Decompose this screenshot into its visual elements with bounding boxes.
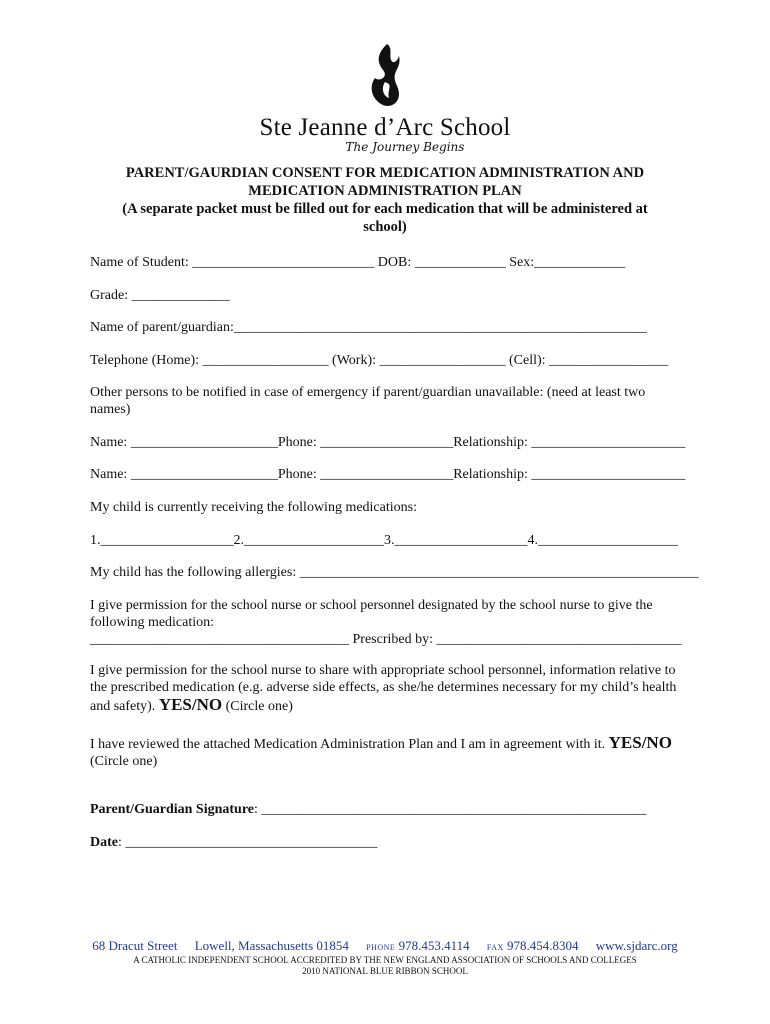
footer-city: Lowell, Massachusetts 01854 [194, 938, 349, 953]
reviewed-plan-text: I have reviewed the attached Medication Administration Plan and I am in agreement with it. [90, 737, 606, 752]
date-row[interactable] [90, 834, 377, 851]
telephone-row[interactable]: Telephone (Home): __________________ (Work): __________________ (Cell): _________________ [90, 353, 669, 368]
signature-row[interactable] [90, 801, 646, 818]
emergency-contacts-text: Other persons to be notified in case of emergency if parent/guardian unavailable: (need at least two names) [90, 385, 646, 417]
date-line[interactable]: : ____________________________________ [118, 835, 378, 850]
title-line-3: (A separate packet must be filled out for each medication that will be administered at [122, 201, 648, 217]
share-permission-paragraph [90, 662, 680, 715]
date-label: Date [90, 835, 118, 850]
signature-label: Parent/Guardian Signature [90, 802, 255, 817]
form-title [90, 164, 680, 236]
reviewed-plan-paragraph [90, 734, 680, 770]
footer-address [0, 938, 770, 954]
footer-fax: 978.454.8304 [507, 938, 579, 953]
grade-row[interactable]: Grade: ______________ [90, 288, 230, 303]
title-line-2: MEDICATION ADMINISTRATION PLAN [248, 183, 522, 199]
footer-accreditation: A CATHOLIC INDEPENDENT SCHOOL ACCREDITED BY THE NEW ENGLAND ASSOCIATION OF SCHOOLS AND COLLEGES [133, 955, 637, 965]
emergency-contact-row-2[interactable]: Name: _____________________Phone: ___________________Relationship: ______________________ [90, 467, 686, 482]
circle-one-note-2: (Circle one) [90, 754, 158, 769]
footer-street: 68 Dracut Street [92, 938, 178, 953]
circle-one-note-1: (Circle one) [225, 699, 293, 714]
title-line-4: school) [363, 219, 407, 235]
prescribed-row[interactable]: _____________________________________ Prescribed by: ___________________________________ [90, 632, 682, 647]
school-logo [0, 42, 770, 154]
school-name: Ste Jeanne d’Arc School [259, 114, 511, 141]
emergency-contact-row-1[interactable]: Name: _____________________Phone: ___________________Relationship: ______________________ [90, 435, 686, 450]
footer-phone-label: PHONE [366, 943, 396, 952]
parent-name-row[interactable]: Name of parent/guardian:___________________________________________________________ [90, 320, 647, 335]
flame-icon [365, 42, 405, 110]
title-line-1: PARENT/GAURDIAN CONSENT FOR MEDICATION ADMINISTRATION AND [125, 165, 645, 181]
footer-website-link[interactable]: www.sjdarc.org [595, 938, 678, 953]
yes-no-choice-2[interactable]: YES/NO [608, 733, 672, 752]
footer-fax-label: FAX [486, 943, 504, 952]
footer-award: 2010 NATIONAL BLUE RIBBON SCHOOL [302, 966, 468, 976]
medications-row[interactable]: 1.___________________2.____________________3.___________________4.____________________ [90, 533, 678, 548]
allergies-row[interactable]: My child has the following allergies: _________________________________________________________ [90, 565, 699, 580]
signature-line[interactable]: : _______________________________________________________ [254, 802, 647, 817]
share-permission-text: I give permission for the school nurse to share with appropriate school personnel, information relative to the prescribed medication (e.g. adverse side effects, as she/he determines necessary for my child’s health and safety). [90, 663, 677, 714]
permission-text: I give permission for the school nurse or school personnel designated by the school nurse to give the following medication: [90, 598, 653, 630]
school-tagline: The Journey Begins [345, 140, 465, 154]
yes-no-choice-1[interactable]: YES/NO [158, 695, 223, 714]
current-medications-text: My child is currently receiving the following medications: [90, 500, 417, 515]
student-info-row[interactable]: Name of Student: __________________________ DOB: _____________ Sex:_____________ [90, 255, 626, 270]
footer-phone: 978.453.4114 [398, 938, 470, 953]
